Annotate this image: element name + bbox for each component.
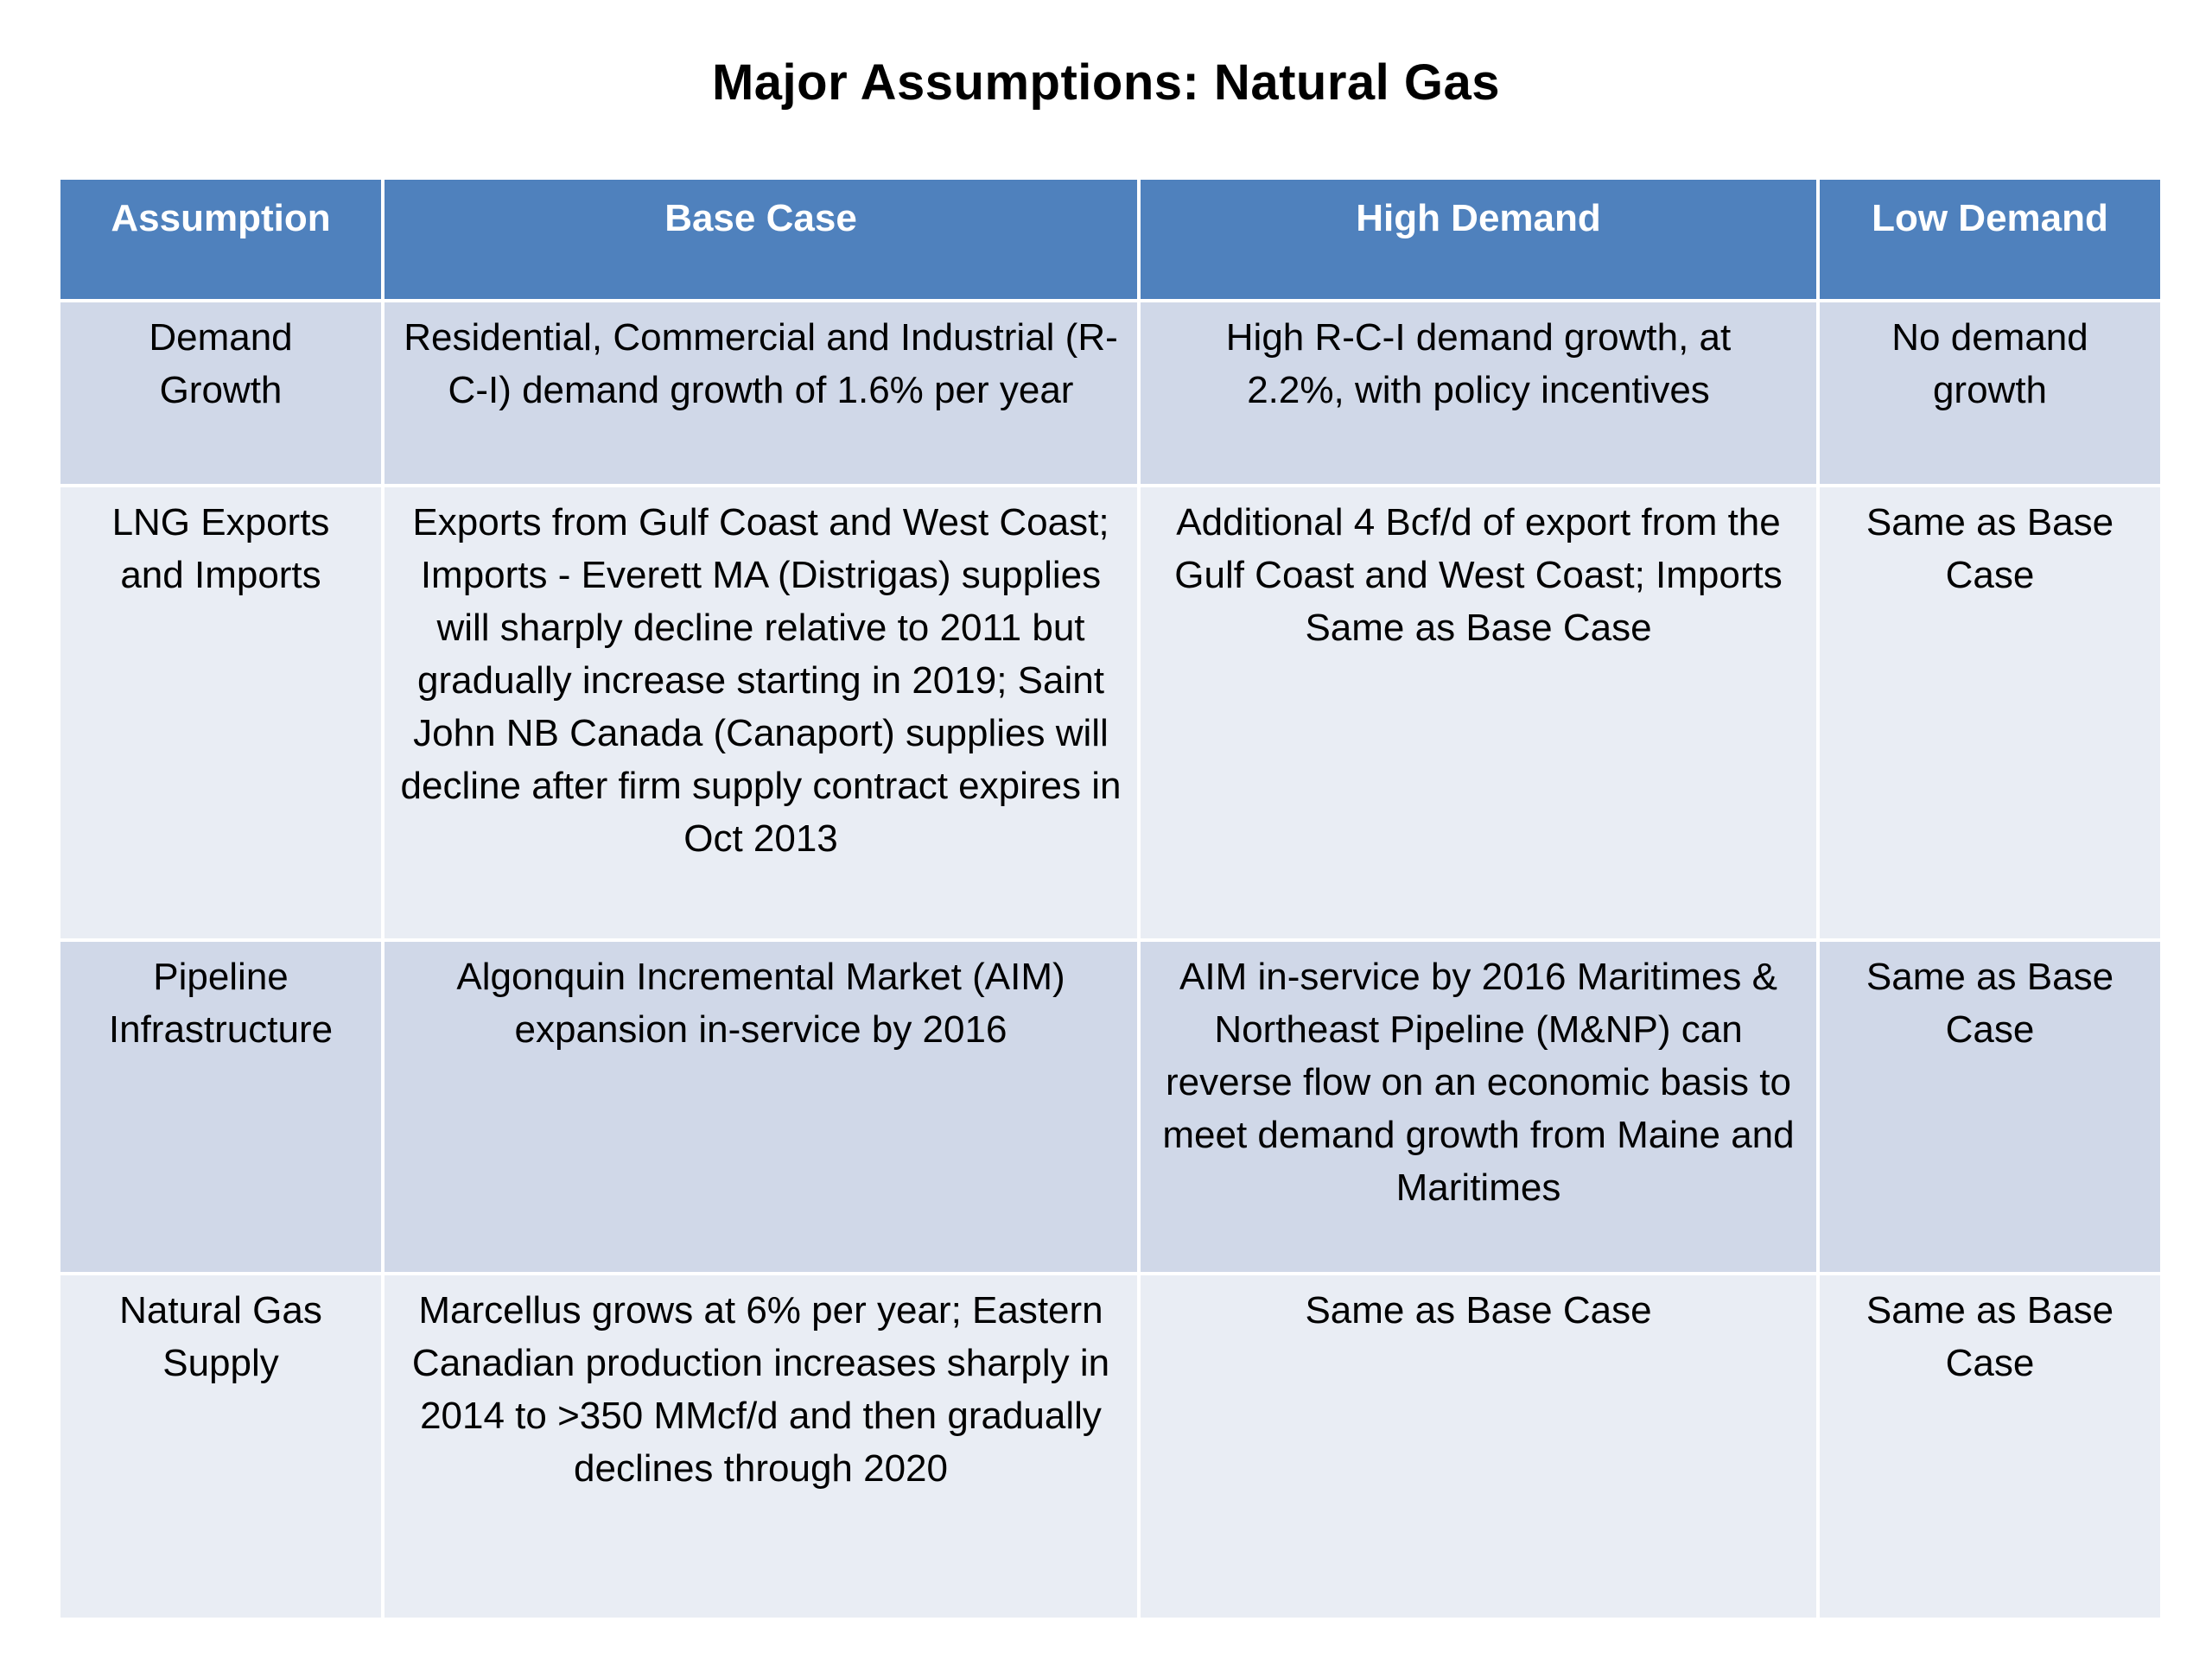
cell-low-demand: Same as Base Case — [1818, 1274, 2162, 1619]
cell-base-case: Algonquin Incremental Market (AIM) expansion in-service by 2016 — [383, 940, 1139, 1274]
table-row — [59, 486, 2162, 940]
cell-assumption: Pipeline Infrastructure — [59, 940, 383, 1274]
cell-low-demand: No demand growth — [1818, 301, 2162, 486]
header-high-demand: High Demand — [1139, 178, 1818, 301]
header-assumption: Assumption — [59, 178, 383, 301]
cell-base-case: Marcellus grows at 6% per year; Eastern Canadian production increases sharply in 2014 to >350 MMcf/d and then gradually declines through 2020 — [383, 1274, 1139, 1619]
table-header-row — [59, 178, 2162, 301]
page-title: Major Assumptions: Natural Gas — [711, 54, 1501, 111]
table-row — [59, 301, 2162, 486]
cell-high-demand: Additional 4 Bcf/d of export from the Gulf Coast and West Coast; Imports Same as Base Case — [1139, 486, 1818, 940]
header-low-demand: Low Demand — [1818, 178, 2162, 301]
assumptions-table — [57, 176, 2164, 1621]
cell-assumption: Natural Gas Supply — [59, 1274, 383, 1619]
cell-high-demand: Same as Base Case — [1139, 1274, 1818, 1619]
cell-assumption: Demand Growth — [59, 301, 383, 486]
table-row — [59, 940, 2162, 1274]
cell-low-demand: Same as Base Case — [1818, 486, 2162, 940]
cell-high-demand: High R-C-I demand growth, at 2.2%, with policy incentives — [1139, 301, 1818, 486]
cell-high-demand: AIM in-service by 2016 Maritimes & Northeast Pipeline (M&NP) can reverse flow on an economic basis to meet demand growth from Maine and Maritimes — [1139, 940, 1818, 1274]
header-base-case: Base Case — [383, 178, 1139, 301]
cell-assumption: LNG Exports and Imports — [59, 486, 383, 940]
cell-low-demand: Same as Base Case — [1818, 940, 2162, 1274]
cell-base-case: Exports from Gulf Coast and West Coast; Imports - Everett MA (Distrigas) supplies will sharply decline relative to 2011 but gradually increase starting in 2019; Saint John NB Canada (Canaport) supplies will decline after firm supply contract expires in Oct 2013 — [383, 486, 1139, 940]
table-row — [59, 1274, 2162, 1619]
cell-base-case: Residential, Commercial and Industrial (R-C-I) demand growth of 1.6% per year — [383, 301, 1139, 486]
